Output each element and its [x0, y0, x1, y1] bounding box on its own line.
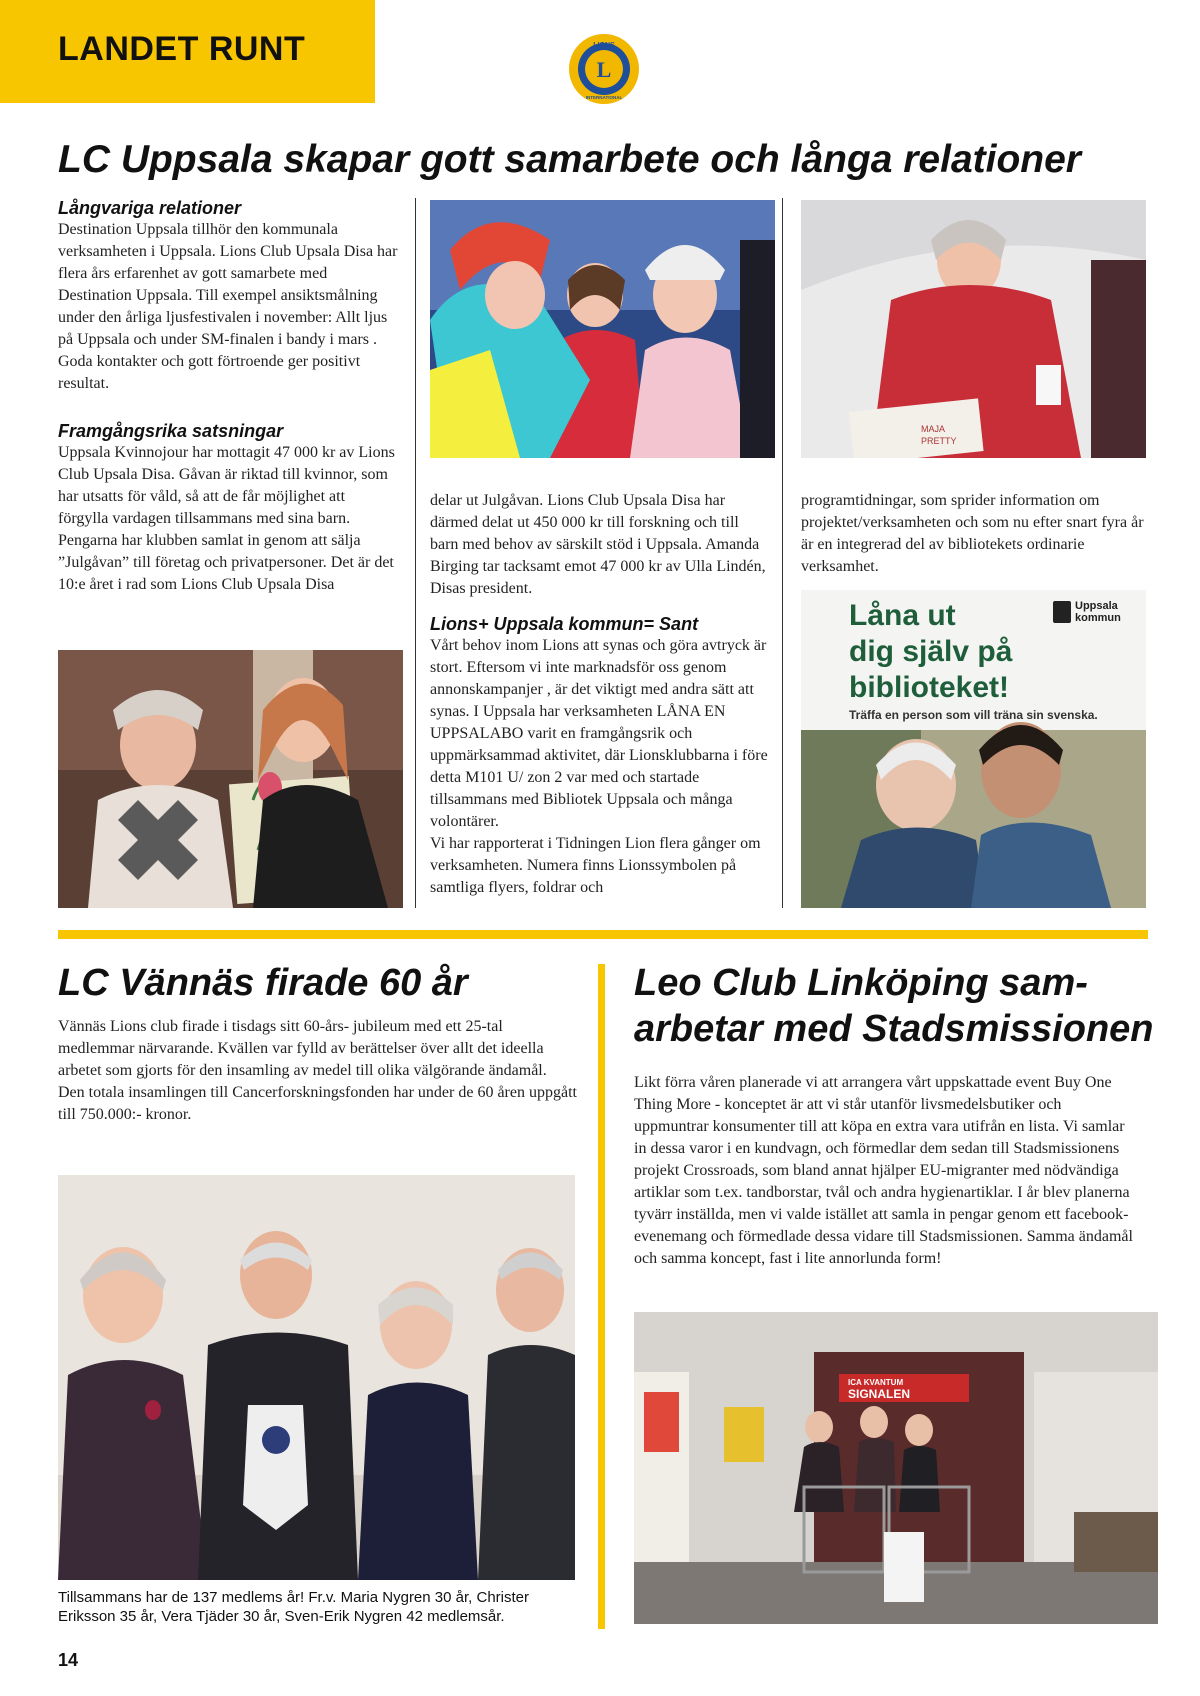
article1-title: LC Uppsala skapar gott samarbete och långa relationer — [58, 138, 1081, 181]
kommun-crest-icon — [1053, 601, 1071, 623]
paragraph: Destination Uppsala tillhör den kommunala verksamheten i Uppsala. Lions Club Upsala Disa har flera års erfarenhet av gott samarbete med Destination Uppsala. Till exempel ansiktsmålning under den årliga ljusfestivalen i november: Allt ljus på Uppsala och under SM-finalen i bandy i mars . Goda kontakter och gott förtroende ger positivt resultat. — [58, 221, 398, 392]
poster-tagline: Träffa en person som vill träna sin svenska. — [849, 708, 1098, 722]
logo-text-bottom: INTERNATIONAL — [585, 95, 623, 100]
paragraph: Vi har rapporterat i Tidningen Lion flera gånger om verksamheten. Numera finns Lionssymbolen på samtliga flyers, foldrar och — [430, 835, 761, 896]
subheading-framgangsrika: Framgångsrika satsningar — [58, 421, 284, 441]
article2-title: LC Vännäs firade 60 år — [58, 962, 468, 1004]
article1-col3 — [801, 490, 1146, 578]
poster-headline-1: Låna ut — [849, 599, 956, 632]
section-tab-label: LANDET RUNT — [58, 30, 306, 68]
logo-letter: L — [596, 57, 612, 82]
subheading-langvariga: Långvariga relationer — [58, 198, 242, 218]
paragraph: Vännäs Lions club firade i tisdags sitt 60-års- jubileum med ett 25-tal medlemmar närvarande. Kvällen var fylld av berättelser över allt det ideella arbetet som gjorts för den insamling av medel till olika välgörande ändamål. — [58, 1018, 547, 1079]
photo-gift-handover — [58, 650, 403, 908]
photo-caption: Tillsammans har de 137 medlems år! Fr.v. Maria Nygren 30 år, Christer Eriksson 35 år, Vera Tjäder 30 år, Sven-Erik Nygren 42 medlemsår. — [58, 1589, 529, 1625]
lions-logo — [568, 33, 640, 105]
sign-text-2: PRETTY — [921, 436, 957, 446]
paragraph: programtidningar, som sprider information om projektet/verksamheten och som nu efter snart fyra år är en integrerad del av bibliotekets ordinarie verksamhet. — [801, 492, 1144, 575]
sign-text-1: MAJA — [921, 424, 946, 434]
article1-col2 — [430, 490, 770, 899]
kommun-line2: kommun — [1075, 612, 1121, 624]
store-sign-line1: ICA KVANTUM — [848, 1378, 904, 1387]
section-divider-bar — [58, 930, 1148, 939]
uppsala-kommun-logo — [1053, 600, 1121, 624]
paragraph: Likt förra våren planerade vi att arrangera vårt uppskattade event Buy One Thing More - konceptet är att vi står utanför livsmedelsbutiker och uppmuntrar konsumenter till att köpa en extra vara utifrån en lista. Vi samlar in dessa varor i en kundvagn, och förmedlar dem sedan till Stadsmissionens projekt Crossroads, som bland annat hjälper EU-migranter med nödvändiga artiklar som t.ex. tandborstar, tvål och andra hygienartiklar. I år blev planerna tyvärr inställda, men vi valde istället att samla in pengar genom ett facebook-evenemang och förmedlade dessa vidare till Stadsmissionen. Samma ändamål och samma koncept, fast i lite annorlunda form! — [634, 1074, 1133, 1267]
poster-headline-3: biblioteket! — [849, 671, 1010, 704]
store-sign-line2: SIGNALEN — [848, 1387, 911, 1401]
page-number: 14 — [58, 1650, 79, 1670]
paragraph: Uppsala Kvinnojour har mottagit 47 000 kr av Lions Club Upsala Disa. Gåvan är riktad till kvinnor, som har utsatts för våld, så att de får möjlighet att förgylla vardagen tillsammans med sina barn. Pengarna har klubben samlat in genom att sälja ”Julgåvan” till företag och privatpersoner. Det är det 10:e året i rad som Lions Club Upsala Disa — [58, 444, 395, 593]
kommun-line1: Uppsala — [1075, 600, 1118, 612]
photo-face-painting — [430, 200, 775, 458]
article3-title — [634, 960, 1154, 1052]
article3-title-line1: Leo Club Linköping sam- — [634, 962, 1088, 1004]
article1-col1 — [58, 198, 398, 395]
photo-shopping-carts — [634, 1312, 1158, 1624]
article1-col1-b — [58, 421, 398, 596]
article2-text — [58, 1016, 578, 1126]
article3-title-line2: arbetar med Stadsmissionen — [634, 1008, 1154, 1050]
section-tab — [0, 0, 375, 103]
column-rule — [415, 198, 416, 908]
column-rule — [782, 198, 783, 908]
article3-text — [634, 1072, 1134, 1270]
poster-lana-ut — [801, 590, 1146, 908]
paragraph: delar ut Julgåvan. Lions Club Upsala Disa har därmed delat ut 450 000 kr till forskning och till barn med behov av särskilt stöd i Uppsala. Amanda Birging tar tacksamt emot 47 000 kr av Ulla Lindén, Disas president. — [430, 492, 766, 597]
paragraph: Vårt behov inom Lions att synas och göra avtryck är stort. Eftersom vi inte marknadsför oss genom annonskampanjer , är det viktigt med andra sätt att synas. I Uppsala har verksamheten LÅNA EN UPPSALABO varit en framgångsrik och uppmärksammad aktivitet, där Lionsklubbarna i före detta M101 U/ zon 2 var med och startade tillsammans med Bibliotek Uppsala och många volontärer. — [430, 637, 768, 830]
photo-vannas-members — [58, 1175, 575, 1580]
photo-woman-red-jacket — [801, 200, 1146, 458]
logo-text-top: LIONS — [593, 42, 615, 49]
subheading-lions-uppsala: Lions+ Uppsala kommun= Sant — [430, 614, 699, 634]
column-divider-bar — [598, 964, 605, 1629]
poster-headline-2: dig själv på — [849, 635, 1013, 668]
paragraph: Den totala insamlingen till Cancerforskningsfonden har under de 60 åren uppgått till 750.000:- kronor. — [58, 1084, 577, 1123]
